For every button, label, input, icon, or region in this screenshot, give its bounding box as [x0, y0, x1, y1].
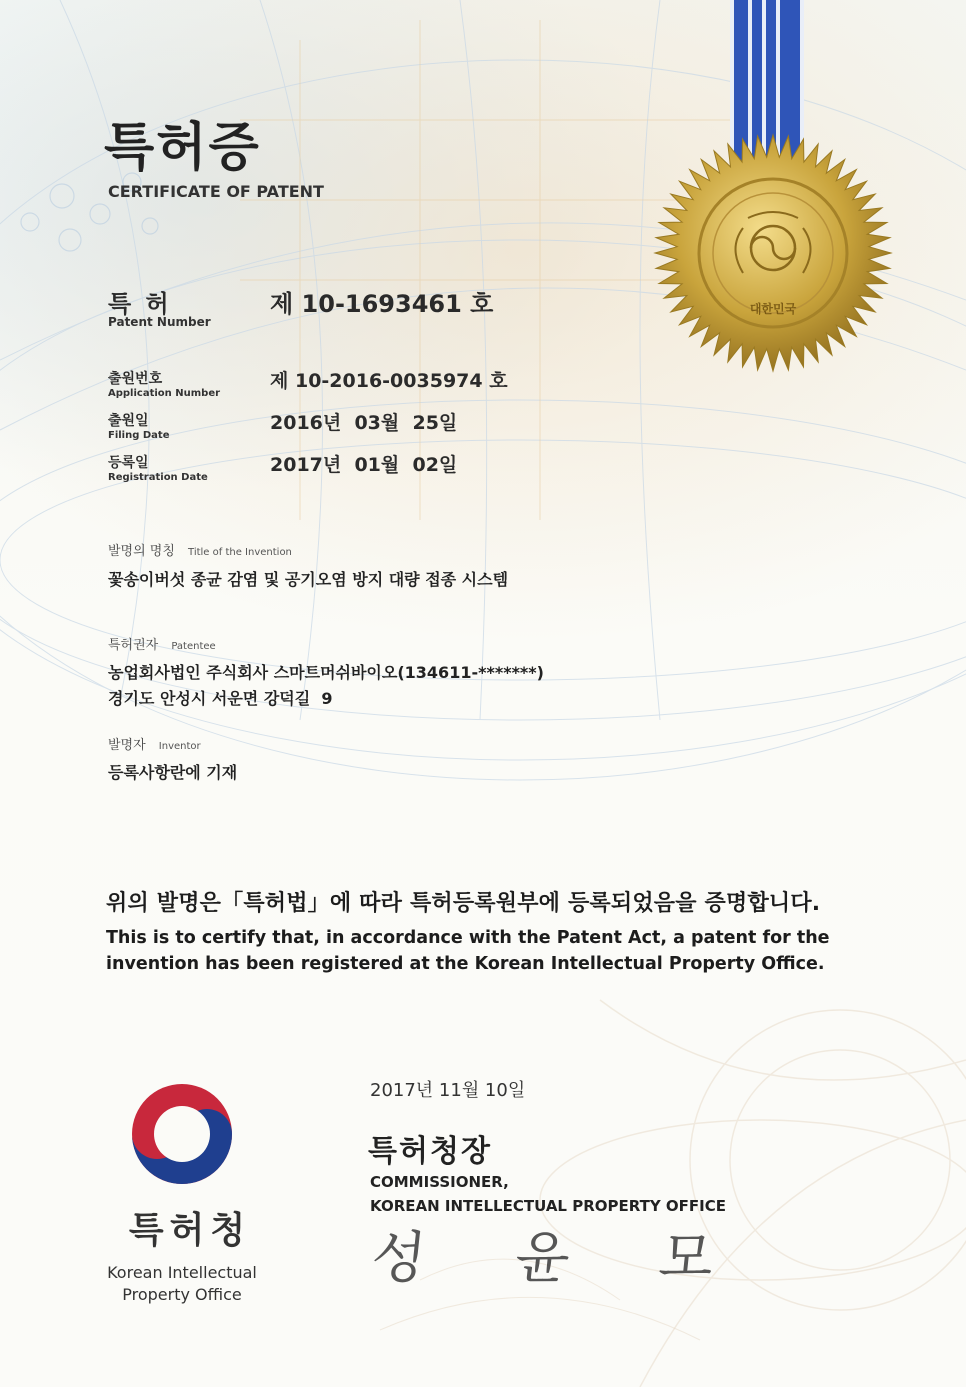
filing-date-label-ko: 출원일 — [108, 413, 149, 429]
taegeuk-logo-icon — [124, 1076, 240, 1192]
commissioner-title-en-line1: COMMISSIONER, — [370, 1173, 509, 1191]
registration-date-label-en: Registration Date — [108, 472, 208, 483]
invention-title-labels — [108, 540, 292, 559]
patentee-labels — [108, 634, 216, 653]
commissioner-title-en — [370, 1170, 726, 1218]
office-name-en: Korean Intellectual Property Office — [107, 1263, 257, 1304]
application-number-label-en: Application Number — [108, 388, 221, 399]
patent-number-label-en: Patent Number — [108, 315, 211, 329]
patentee-label-ko: 특허권자 — [108, 638, 159, 653]
inventor-value: 등록사항란에 기재 — [108, 763, 238, 782]
gold-seal-icon — [648, 128, 898, 378]
registration-date-label-ko: 등록일 — [108, 455, 149, 471]
inventor-label-ko: 발명자 — [108, 738, 146, 753]
invention-title-value: 꽃송이버섯 종균 감염 및 공기오염 방지 대량 접종 시스템 — [108, 570, 509, 589]
issue-date: 2017년 11월 10일 — [370, 1080, 526, 1101]
inventor-labels — [108, 734, 201, 753]
office-name-ko: 특허청 — [128, 1210, 252, 1251]
certificate-title-ko: 특허증 — [104, 118, 261, 178]
certificate-title-en: CERTIFICATE OF PATENT — [108, 182, 324, 201]
statement-ko: 위의 발명은「특허법」에 따라 특허등록원부에 등록되었음을 증명합니다. — [106, 891, 821, 916]
patent-number-value: 제 10-1693461 호 — [270, 290, 494, 318]
commissioner-title-en-line2: KOREAN INTELLECTUAL PROPERTY OFFICE — [370, 1197, 727, 1215]
patentee-address: 경기도 안성시 서운면 강덕길 9 — [108, 689, 333, 708]
commissioner-title-ko: 특허청장 — [368, 1134, 492, 1169]
inventor-label-en: Inventor — [158, 741, 201, 752]
commissioner-signature: 성 윤 모 — [368, 1226, 753, 1291]
filing-date-label-en: Filing Date — [108, 430, 170, 441]
application-number-value: 제 10-2016-0035974 호 — [270, 370, 508, 392]
patent-number-label-ko: 특 허 — [108, 290, 172, 318]
seal-text: 대한민국 — [749, 302, 797, 316]
application-number-label-ko: 출원번호 — [108, 371, 163, 387]
patentee-label-en: Patentee — [171, 641, 216, 652]
patentee-name: 농업회사법인 주식회사 스마트머쉬바이오(134611-*******) — [108, 663, 544, 682]
statement-en: This is to certify that, in accordance with the Patent Act, a patent for the invention has been registered at the Korean Intellectual Property Office. — [106, 928, 830, 974]
filing-date-value: 2016년 03월 25일 — [270, 412, 458, 434]
invention-title-label-en: Title of the Invention — [188, 547, 292, 558]
registration-date-value: 2017년 01월 02일 — [270, 454, 458, 476]
invention-title-label-ko: 발명의 명칭 — [108, 544, 175, 559]
